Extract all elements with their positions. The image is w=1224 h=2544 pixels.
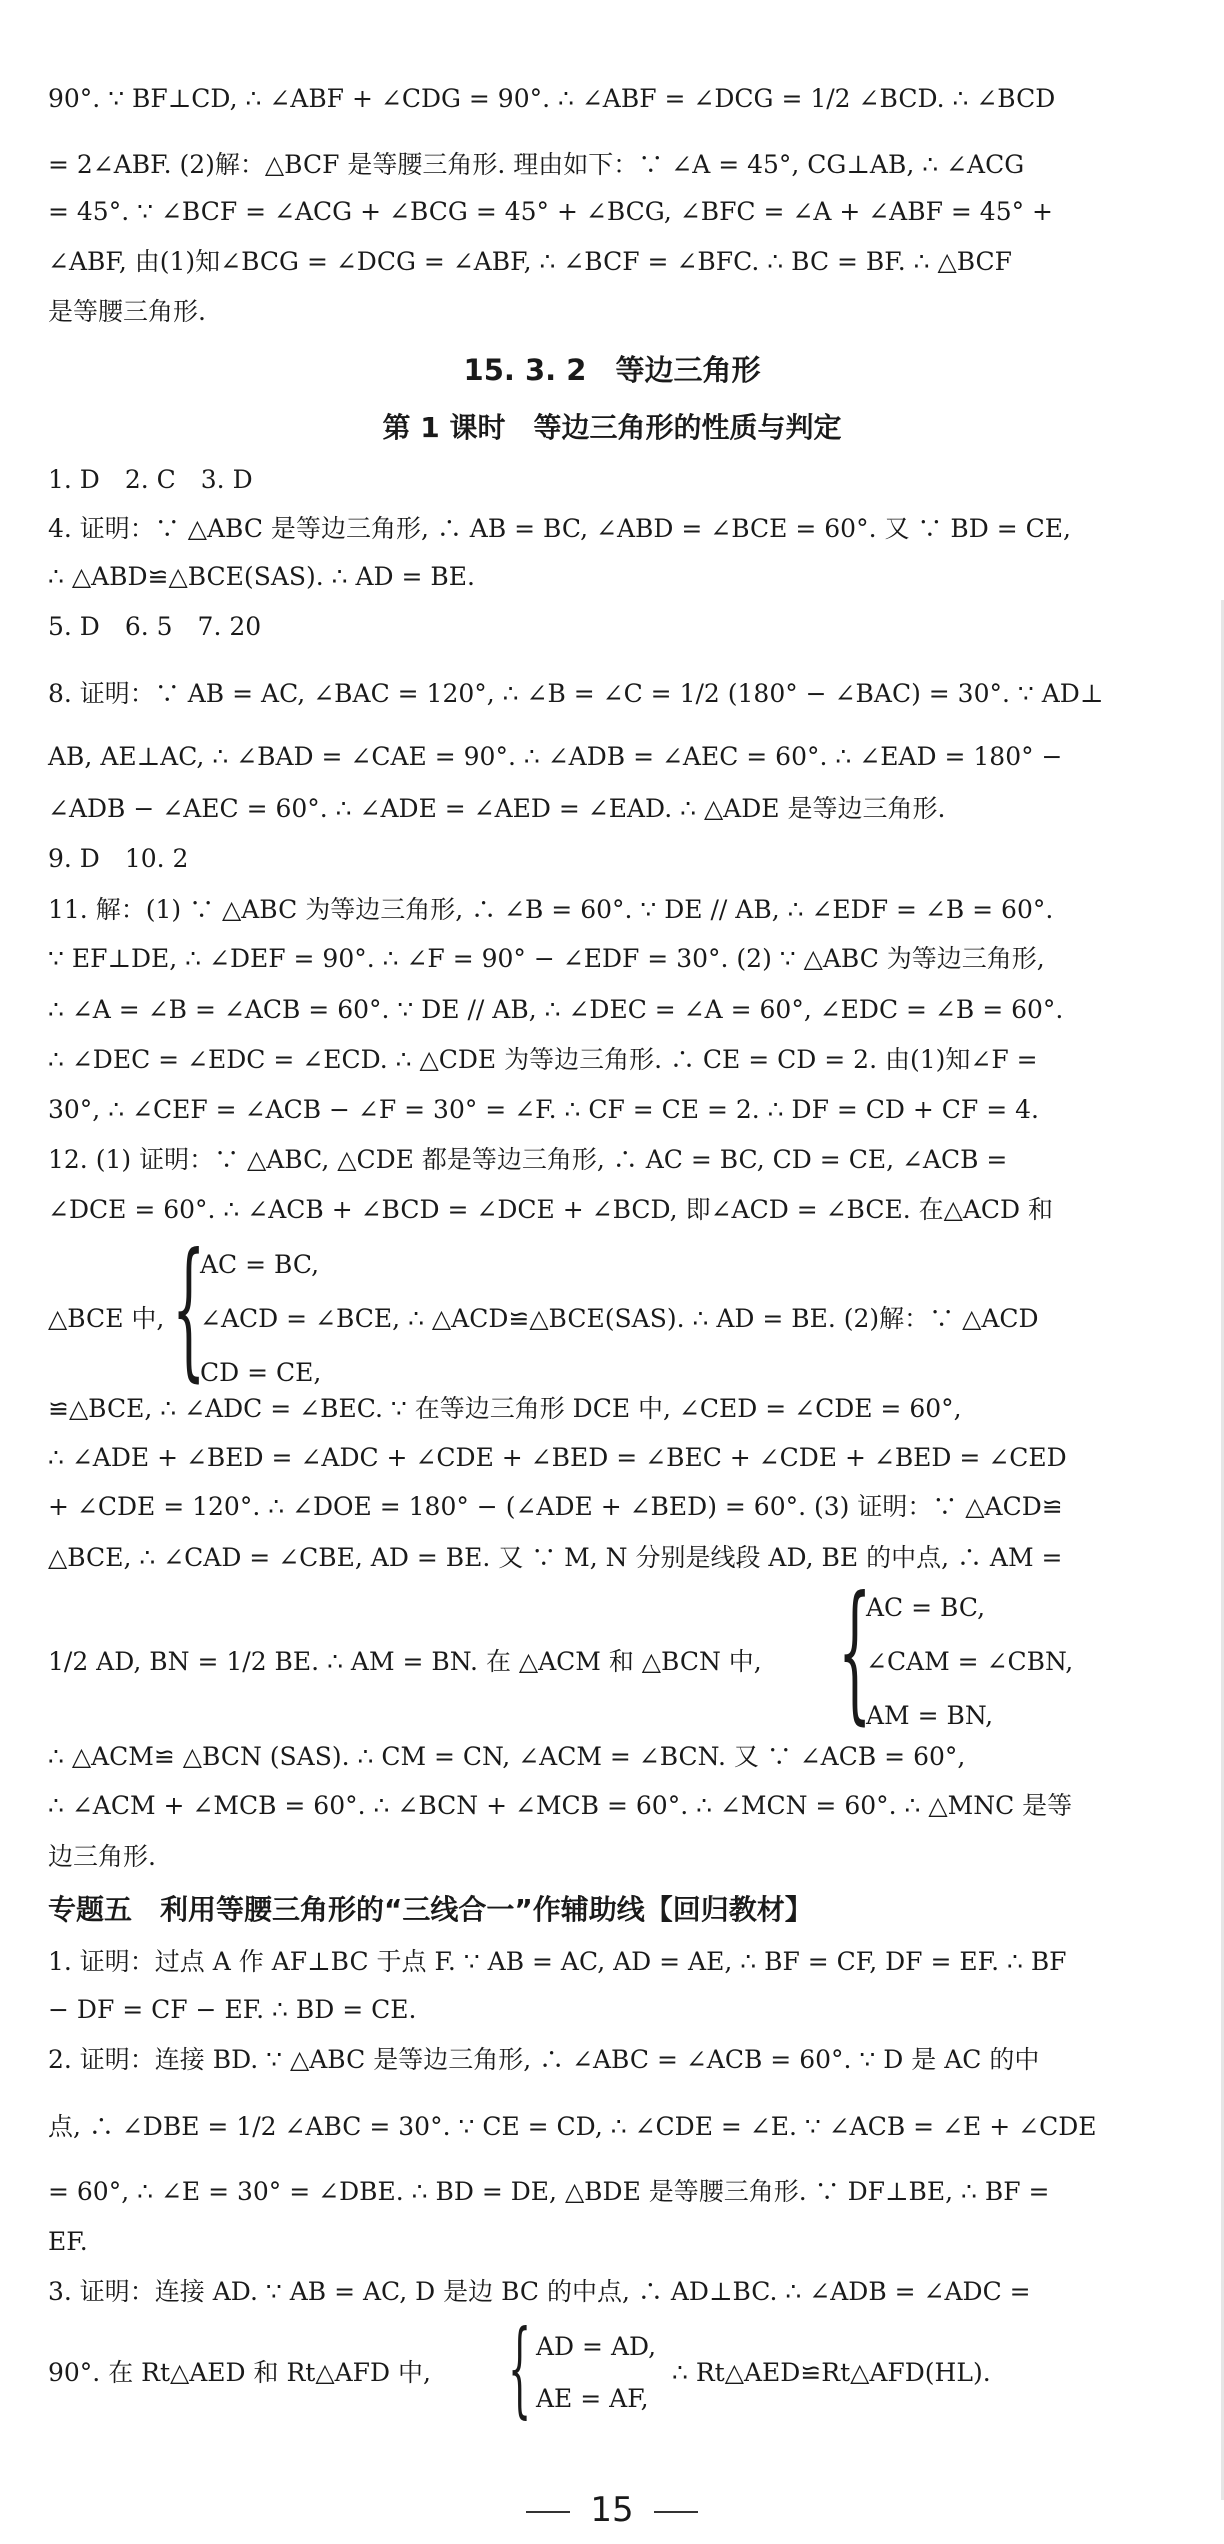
system-row: AM = BN, <box>866 1701 994 1730</box>
text-line: − DF = CF − EF. ∴ BD = CE. <box>48 1995 417 2024</box>
dash-divider <box>654 2511 698 2513</box>
lesson-title: 第 1 课时 等边三角形的性质与判定 <box>382 411 842 444</box>
system-row: AC = BC, <box>200 1250 320 1279</box>
system-lead-text: △BCE 中, <box>48 1304 165 1333</box>
text-line: 11. 解：(1) ∵ △ABC 为等边三角形, ∴ ∠B = 60°. ∵ DE // AB, ∴ ∠EDF = ∠B = 60°. <box>48 895 1054 924</box>
system-trail-text: ∴ Rt△AED≌Rt△AFD(HL). <box>672 2358 991 2387</box>
system-row: CD = CE, <box>200 1358 322 1387</box>
left-brace-icon: { <box>172 1222 206 1396</box>
text-line: ∴ ∠ADE + ∠BED = ∠ADC + ∠CDE + ∠BED = ∠BEC + ∠CDE + ∠BED = ∠CED <box>48 1443 1067 1472</box>
text-line: 3. 证明：连接 AD. ∵ AB = AC, D 是边 BC 的中点, ∴ AD⊥BC. ∴ ∠ADB = ∠ADC = <box>48 2277 1031 2306</box>
text-line: + ∠CDE = 120°. ∴ ∠DOE = 180° − (∠ADE + ∠BED) = 60°. (3) 证明：∵ △ACD≌ <box>48 1492 1063 1521</box>
text-line: ∴ △ABD≌△BCE(SAS). ∴ AD = BE. <box>48 562 476 591</box>
text-line: 9. D 10. 2 <box>48 844 189 873</box>
left-brace-icon: { <box>838 1565 872 1739</box>
text-line: 12. (1) 证明：∵ △ABC, △CDE 都是等边三角形, ∴ AC = BC, CD = CE, ∠ACB = <box>48 1145 1008 1174</box>
text-line: 5. D 6. 5 7. 20 <box>48 612 262 641</box>
text-line: ∠ADB − ∠AEC = 60°. ∴ ∠ADE = ∠AED = ∠EAD. ∴ △ADE 是等边三角形. <box>48 794 946 823</box>
system-lead-text: 1/2 AD, BN = 1/2 BE. ∴ AM = BN. 在 △ACM 和 △BCN 中, <box>48 1647 762 1676</box>
text-line: 30°, ∴ ∠CEF = ∠ACB − ∠F = 30° = ∠F. ∴ CF = CE = 2. ∴ DF = CD + CF = 4. <box>48 1095 1039 1124</box>
text-line: 边三角形. <box>48 1842 156 1871</box>
text-line: 1. D 2. C 3. D <box>48 465 253 494</box>
section-title: 15. 3. 2 等边三角形 <box>463 353 761 387</box>
system-row: AC = BC, <box>866 1593 986 1622</box>
text-line: ∠DCE = 60°. ∴ ∠ACB + ∠BCD = ∠DCE + ∠BCD, 即∠ACD = ∠BCE. 在△ACD 和 <box>48 1195 1054 1224</box>
system-lead-text: 90°. 在 Rt△AED 和 Rt△AFD 中, <box>48 2358 431 2387</box>
page-number <box>0 2490 1224 2530</box>
text-line: ∴ ∠ACM + ∠MCB = 60°. ∴ ∠BCN + ∠MCB = 60°. ∴ ∠MCN = 60°. ∴ △MNC 是等 <box>48 1791 1073 1820</box>
left-brace-icon: { <box>508 2307 532 2429</box>
dash-divider <box>526 2511 570 2513</box>
text-line: ∵ EF⊥DE, ∴ ∠DEF = 90°. ∴ ∠F = 90° − ∠EDF = 30°. (2) ∵ △ABC 为等边三角形, <box>48 944 1045 973</box>
system-row: ∠ACD = ∠BCE, ∴ △ACD≌△BCE(SAS). ∴ AD = BE. (2)解：∵ △ACD <box>200 1304 1039 1333</box>
text-line: AB, AE⊥AC, ∴ ∠BAD = ∠CAE = 90°. ∴ ∠ADB = ∠AEC = 60°. ∴ ∠EAD = 180° − <box>48 742 1063 771</box>
text-line: ∴ ∠A = ∠B = ∠ACB = 60°. ∵ DE // AB, ∴ ∠DEC = ∠A = 60°, ∠EDC = ∠B = 60°. <box>48 995 1064 1024</box>
text-line: ≌△BCE, ∴ ∠ADC = ∠BEC. ∵ 在等边三角形 DCE 中, ∠CED = ∠CDE = 60°, <box>48 1394 962 1423</box>
topic-title: 专题五 利用等腰三角形的“三线合一”作辅助线【回归教材】 <box>48 1893 813 1926</box>
text-line: = 60°, ∴ ∠E = 30° = ∠DBE. ∴ BD = DE, △BDE 是等腰三角形. ∵ DF⊥BE, ∴ BF = <box>48 2177 1050 2206</box>
text-line: 2. 证明：连接 BD. ∵ △ABC 是等边三角形, ∴ ∠ABC = ∠ACB = 60°. ∵ D 是 AC 的中 <box>48 2045 1040 2074</box>
text-line: EF. <box>48 2227 88 2256</box>
system-row: AE = AF, <box>536 2384 649 2413</box>
page-number-text: 15 <box>590 2490 634 2530</box>
text-line: 4. 证明：∵ △ABC 是等边三角形, ∴ AB = BC, ∠ABD = ∠BCE = 60°. 又 ∵ BD = CE, <box>48 514 1071 543</box>
text-line: 点, ∴ ∠DBE = 1/2 ∠ABC = 30°. ∵ CE = CD, ∴ ∠CDE = ∠E. ∵ ∠ACB = ∠E + ∠CDE <box>48 2112 1097 2141</box>
text-line: 是等腰三角形. <box>48 297 206 326</box>
system-row: ∠CAM = ∠CBN, <box>866 1647 1074 1676</box>
text-line: 8. 证明：∵ AB = AC, ∠BAC = 120°, ∴ ∠B = ∠C = 1/2 (180° − ∠BAC) = 30°. ∵ AD⊥ <box>48 679 1104 708</box>
text-line: ∠ABF, 由(1)知∠BCG = ∠DCG = ∠ABF, ∴ ∠BCF = ∠BFC. ∴ BC = BF. ∴ △BCF <box>48 247 1013 276</box>
text-line: = 2∠ABF. (2)解：△BCF 是等腰三角形. 理由如下：∵ ∠A = 45°, CG⊥AB, ∴ ∠ACG <box>48 150 1025 179</box>
text-line: ∴ △ACM≌ △BCN (SAS). ∴ CM = CN, ∠ACM = ∠BCN. 又 ∵ ∠ACB = 60°, <box>48 1742 966 1771</box>
text-line: 1. 证明：过点 A 作 AF⊥BC 于点 F. ∵ AB = AC, AD = AE, ∴ BF = CF, DF = EF. ∴ BF <box>48 1947 1067 1976</box>
system-row: AD = AD, <box>536 2332 657 2361</box>
text-line: 90°. ∵ BF⊥CD, ∴ ∠ABF + ∠CDG = 90°. ∴ ∠ABF = ∠DCG = 1/2 ∠BCD. ∴ ∠BCD <box>48 84 1056 113</box>
text-line: ∴ ∠DEC = ∠EDC = ∠ECD. ∴ △CDE 为等边三角形. ∴ CE = CD = 2. 由(1)知∠F = <box>48 1045 1038 1074</box>
text-line: △BCE, ∴ ∠CAD = ∠CBE, AD = BE. 又 ∵ M, N 分别是线段 AD, BE 的中点, ∴ AM = <box>48 1543 1063 1572</box>
text-line: = 45°. ∵ ∠BCF = ∠ACG + ∠BCG = 45° + ∠BCG, ∠BFC = ∠A + ∠ABF = 45° + <box>48 197 1053 226</box>
